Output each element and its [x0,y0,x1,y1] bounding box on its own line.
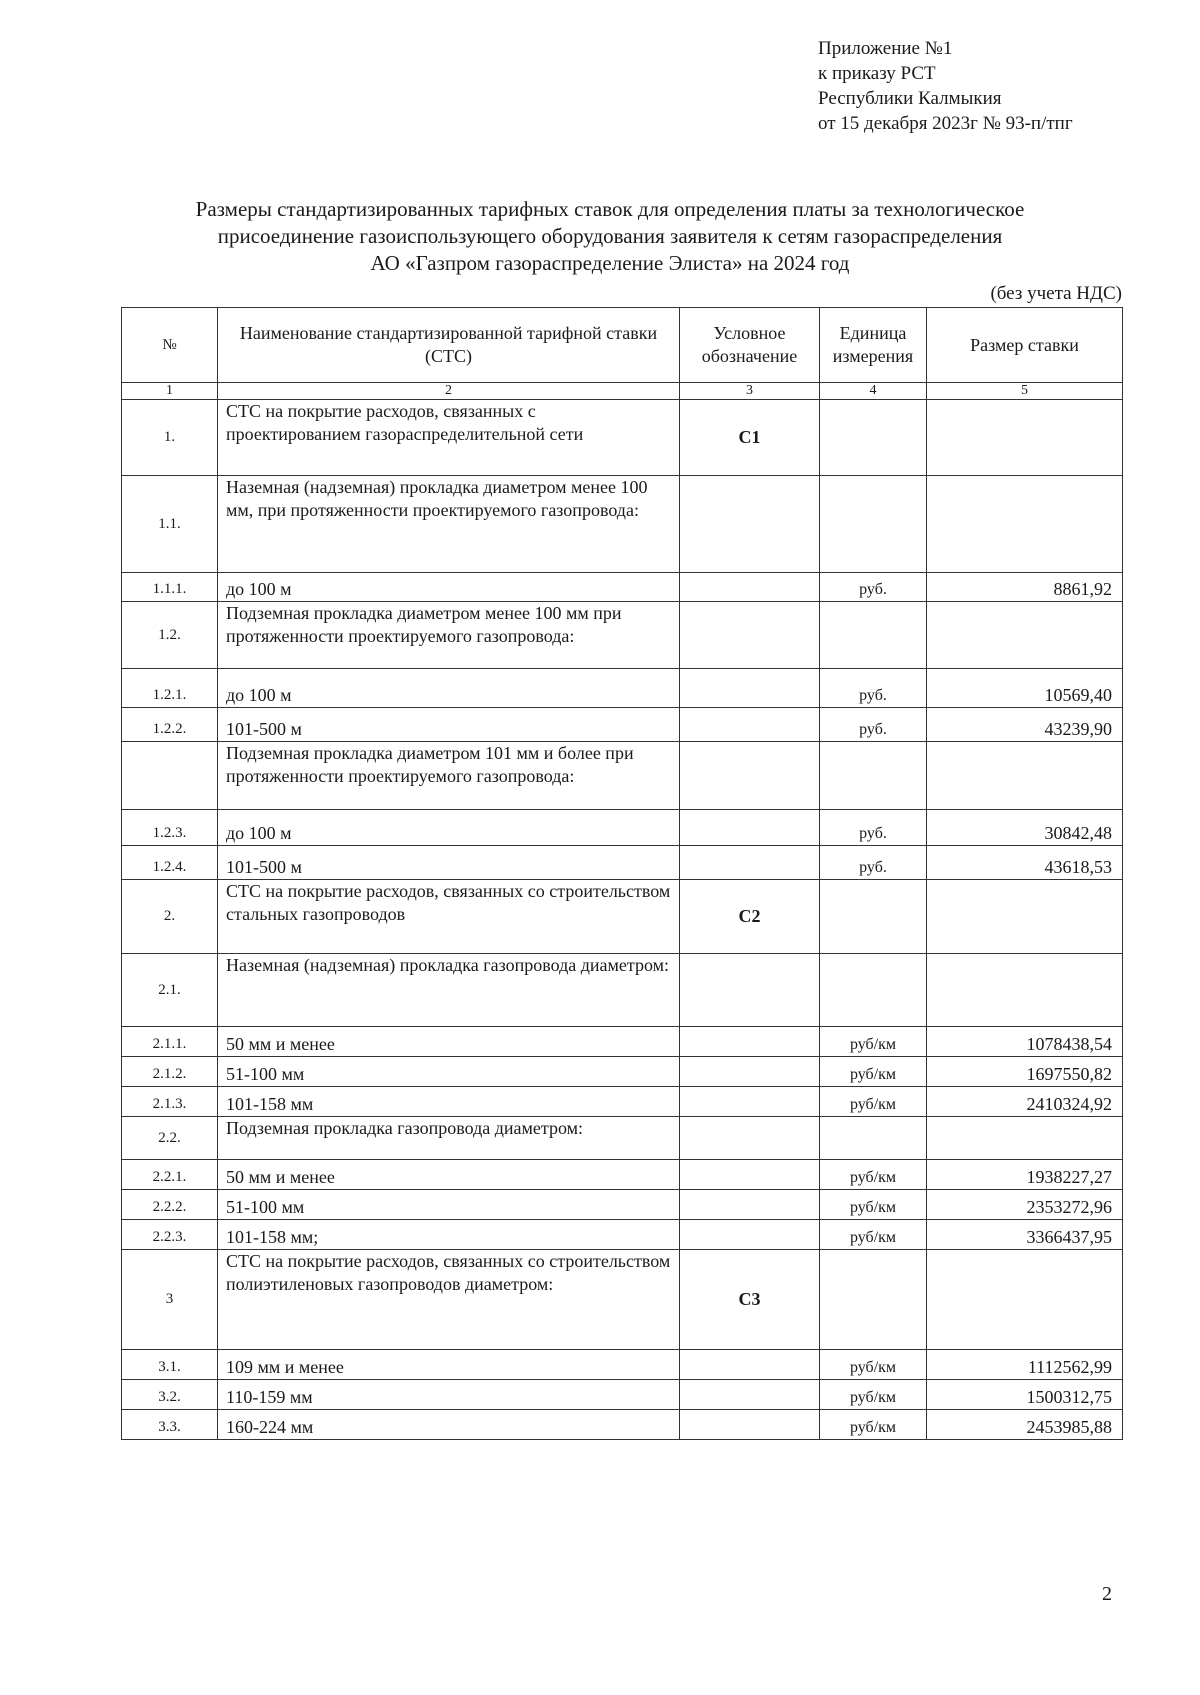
row-symbol-cell [680,1220,820,1250]
table-row [122,1250,1123,1350]
row-name-cell: 101-500 м [218,846,680,880]
table-row [122,669,1123,708]
row-number-cell: 3 [122,1250,218,1350]
row-symbol-cell [680,742,820,810]
table-row [122,810,1123,846]
document-title [110,196,1110,277]
table-row [122,602,1123,669]
vat-note: (без учета НДС) [990,283,1122,304]
row-value-cell [927,476,1123,573]
rates-table [121,307,1123,1440]
row-number-cell: 3.2. [122,1380,218,1410]
table-row [122,1087,1123,1117]
row-symbol-cell [680,1160,820,1190]
row-name-cell: 51-100 мм [218,1057,680,1087]
row-name-cell: 50 мм и менее [218,1027,680,1057]
row-symbol-cell: С3 [680,1250,820,1350]
row-name-cell: до 100 м [218,669,680,708]
appendix-line: от 15 декабря 2023г № 93-п/тпг [818,113,1073,134]
row-name-cell: Подземная прокладка диаметром менее 100 мм при протяженности проектируемого газопровода: [218,602,680,669]
row-value-cell: 2410324,92 [927,1087,1123,1117]
row-symbol-cell [680,573,820,602]
row-unit-cell [820,742,927,810]
column-number-row [122,383,1123,400]
row-number-cell: 1.1.1. [122,573,218,602]
row-name-cell: 109 мм и менее [218,1350,680,1380]
row-value-cell: 1078438,54 [927,1027,1123,1057]
row-unit-cell: руб/км [820,1220,927,1250]
row-value-cell: 8861,92 [927,573,1123,602]
row-unit-cell: руб. [820,708,927,742]
row-value-cell [927,602,1123,669]
row-unit-cell: руб/км [820,1087,927,1117]
row-number-cell: 2.2.3. [122,1220,218,1250]
row-symbol-cell [680,1117,820,1160]
table-row [122,1027,1123,1057]
row-symbol-cell: С2 [680,880,820,954]
appendix-block [818,36,1073,136]
row-number-cell: 2.1.2. [122,1057,218,1087]
title-line: АО «Газпром газораспределение Элиста» на 2024 год [370,251,850,275]
row-name-cell: Подземная прокладка диаметром 101 мм и более при протяженности проектируемого газопровода: [218,742,680,810]
table-row [122,708,1123,742]
row-name-cell: СТС на покрытие расходов, связанных со строительством стальных газопроводов [218,880,680,954]
row-symbol-cell [680,1087,820,1117]
row-number-cell: 2. [122,880,218,954]
row-value-cell: 2453985,88 [927,1410,1123,1440]
row-symbol-cell: С1 [680,400,820,476]
row-unit-cell [820,954,927,1027]
column-number: 5 [927,383,1123,400]
row-unit-cell: руб/км [820,1350,927,1380]
table-row [122,1190,1123,1220]
row-number-cell: 2.1. [122,954,218,1027]
row-unit-cell [820,602,927,669]
row-value-cell: 43618,53 [927,846,1123,880]
header-num: № [122,308,218,383]
row-unit-cell: руб/км [820,1027,927,1057]
row-unit-cell [820,476,927,573]
table-row [122,954,1123,1027]
row-unit-cell [820,400,927,476]
row-value-cell: 2353272,96 [927,1190,1123,1220]
row-number-cell: 2.2.2. [122,1190,218,1220]
row-unit-cell: руб. [820,810,927,846]
row-value-cell: 1697550,82 [927,1057,1123,1087]
row-name-cell: 101-500 м [218,708,680,742]
table-row [122,742,1123,810]
column-number: 2 [218,383,680,400]
row-number-cell [122,742,218,810]
header-value: Размер ставки [927,308,1123,383]
row-symbol-cell [680,669,820,708]
row-symbol-cell [680,1190,820,1220]
table-row [122,400,1123,476]
appendix-line: к приказу РСТ [818,63,936,84]
row-value-cell: 1500312,75 [927,1380,1123,1410]
row-name-cell: 101-158 мм [218,1087,680,1117]
row-number-cell: 2.2.1. [122,1160,218,1190]
row-symbol-cell [680,1380,820,1410]
table-row [122,1380,1123,1410]
row-symbol-cell [680,476,820,573]
table-row [122,573,1123,602]
row-unit-cell: руб/км [820,1410,927,1440]
row-unit-cell [820,1117,927,1160]
row-symbol-cell [680,1057,820,1087]
table-row [122,1350,1123,1380]
row-number-cell: 3.1. [122,1350,218,1380]
row-name-cell: СТС на покрытие расходов, связанных с проектированием газораспределительной сети [218,400,680,476]
row-value-cell: 43239,90 [927,708,1123,742]
row-unit-cell: руб. [820,573,927,602]
row-symbol-cell [680,708,820,742]
table-row [122,1057,1123,1087]
row-symbol-cell [680,1350,820,1380]
row-value-cell: 1112562,99 [927,1350,1123,1380]
row-value-cell [927,954,1123,1027]
row-number-cell: 1.2.1. [122,669,218,708]
row-symbol-cell [680,602,820,669]
header-symbol: Условное обозначение [680,308,820,383]
row-name-cell: 110-159 мм [218,1380,680,1410]
row-number-cell: 1. [122,400,218,476]
row-value-cell [927,1250,1123,1350]
row-number-cell: 1.1. [122,476,218,573]
row-symbol-cell [680,1027,820,1057]
table-row [122,1410,1123,1440]
row-name-cell: 50 мм и менее [218,1160,680,1190]
row-name-cell: Наземная (надземная) прокладка диаметром менее 100 мм, при протяженности проектируемого газопровода: [218,476,680,573]
table-header-row [122,308,1123,383]
table-row [122,1220,1123,1250]
row-number-cell: 1.2. [122,602,218,669]
table-row [122,880,1123,954]
row-value-cell [927,1117,1123,1160]
title-line: Размеры стандартизированных тарифных ставок для определения платы за технологическое [195,197,1025,221]
table-row [122,1117,1123,1160]
row-symbol-cell [680,846,820,880]
row-symbol-cell [680,810,820,846]
row-unit-cell: руб. [820,669,927,708]
row-number-cell: 1.2.3. [122,810,218,846]
row-unit-cell: руб/км [820,1160,927,1190]
row-name-cell: до 100 м [218,810,680,846]
row-name-cell: до 100 м [218,573,680,602]
row-unit-cell [820,880,927,954]
row-symbol-cell [680,954,820,1027]
row-unit-cell: руб/км [820,1380,927,1410]
row-value-cell [927,742,1123,810]
row-name-cell: СТС на покрытие расходов, связанных со строительством полиэтиленовых газопроводов диаметром: [218,1250,680,1350]
row-unit-cell: руб. [820,846,927,880]
row-number-cell: 1.2.4. [122,846,218,880]
row-unit-cell [820,1250,927,1350]
row-number-cell: 2.2. [122,1117,218,1160]
row-value-cell [927,400,1123,476]
row-number-cell: 2.1.1. [122,1027,218,1057]
row-unit-cell: руб/км [820,1190,927,1220]
header-name: Наименование стандартизированной тарифной ставки (СТС) [218,308,680,383]
row-name-cell: 51-100 мм [218,1190,680,1220]
column-number: 1 [122,383,218,400]
table-row [122,846,1123,880]
row-symbol-cell [680,1410,820,1440]
row-value-cell: 10569,40 [927,669,1123,708]
header-unit: Единица измерения [820,308,927,383]
row-value-cell: 1938227,27 [927,1160,1123,1190]
row-value-cell: 30842,48 [927,810,1123,846]
appendix-line: Республики Калмыкия [818,88,1002,109]
row-name-cell: 101-158 мм; [218,1220,680,1250]
row-name-cell: 160-224 мм [218,1410,680,1440]
row-number-cell: 3.3. [122,1410,218,1440]
row-name-cell: Подземная прокладка газопровода диаметром: [218,1117,680,1160]
table-row [122,476,1123,573]
row-value-cell [927,880,1123,954]
column-number: 4 [820,383,927,400]
row-number-cell: 1.2.2. [122,708,218,742]
row-name-cell: Наземная (надземная) прокладка газопровода диаметром: [218,954,680,1027]
column-number: 3 [680,383,820,400]
title-line: присоединение газоиспользующего оборудования заявителя к сетям газораспределения [217,224,1003,248]
appendix-line: Приложение №1 [818,38,953,59]
row-number-cell: 2.1.3. [122,1087,218,1117]
page-number: 2 [1102,1583,1112,1605]
table-row [122,1160,1123,1190]
row-unit-cell: руб/км [820,1057,927,1087]
row-value-cell: 3366437,95 [927,1220,1123,1250]
